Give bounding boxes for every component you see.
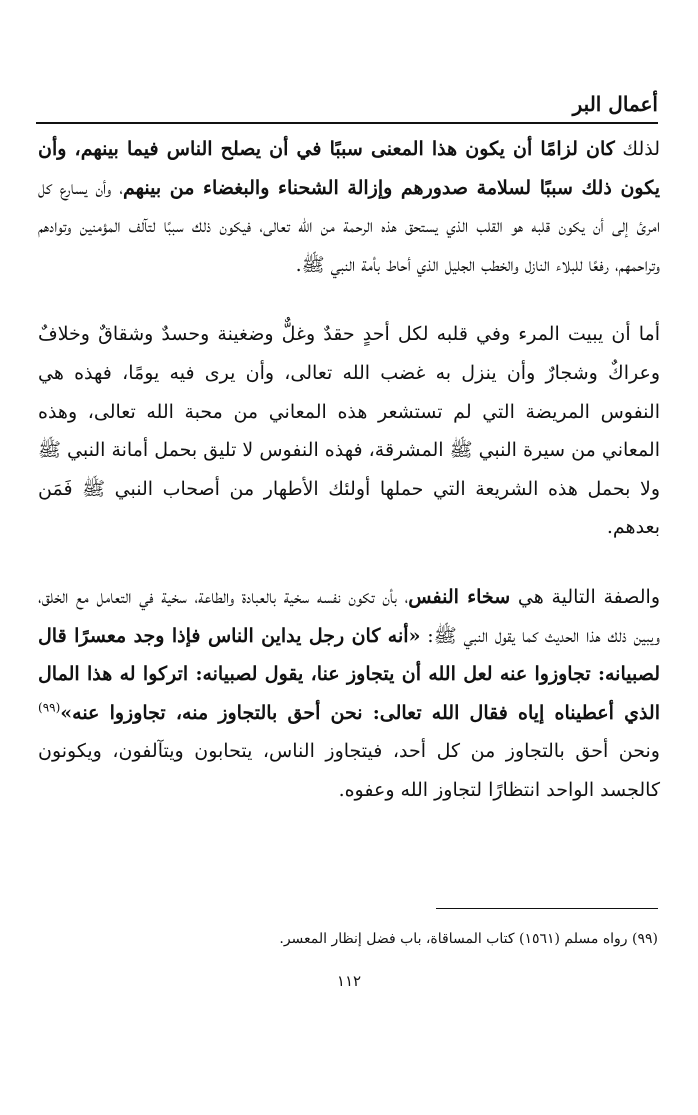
body-text bbox=[38, 130, 660, 810]
paragraph-3 bbox=[38, 578, 660, 810]
text-segment: ، وأن يسارع كل امرئ إلى أن يكون قلبه هو القلب الذي يستحق هذه الرحمة من الله تعالى، فيكون ذلك سببًا لتآلف المؤمنين وتوادهم وتراحمهم، رفعًا للبلاء النازل والخطب الجليل الذي أحاط بأمة النبي ﷺ. bbox=[38, 176, 660, 276]
footnote-rule bbox=[436, 908, 658, 909]
hadith-quote: «أنه كان رجل يداين الناس فإذا وجد معسرًا قال لصبيانه: تجاوزوا عنه لعل الله أن يتجاوز عنا، يقول لصبيانه: اتركوا له هذا المال الذي أعطيناه إياه فقال الله تعالى: نحن أحق بالتجاوز منه، تجاوزوا عنه» bbox=[38, 624, 660, 724]
text-segment: أما أن يبيت المرء وفي قلبه لكل أحدٍ حقدٌ وغلٌّ وضغينة وحسدٌ وشقاقٌ وخلافٌ وعراكٌ وشجارٌ وأن ينزل به غضب الله تعالى، وأن يرى فيه يومًا، فهذه هي النفوس المريضة التي لم تستشعر هذه المعاني من محبة الله تعالى، وهذه المعاني من سيرة النبي ﷺ المشرقة، فهذه النفوس لا تليق بحمل أمانة النبي ﷺ ولا بحمل هذه الشريعة التي حملها أولئك الأطهار من أصحاب النبي ﷺ فَمَن بعدهم. bbox=[38, 323, 660, 539]
text-segment: ، بأن تكون نفسه سخية بالعبادة والطاعة، سخية في التعامل مع الخلق، ويبين ذلك هذا الحديث كما يقول النبي ﷺ: bbox=[38, 585, 660, 647]
text-segment-bold: كان لزامًا أن يكون هذا المعنى سببًا في أن يصلح الناس فيما بينهم، وأن يكون ذلك سببًا لسلامة صدورهم وإزالة الشحناء والبغضاء من بينهم bbox=[38, 138, 660, 199]
paragraph-2 bbox=[38, 315, 660, 547]
page-number: ١١٢ bbox=[336, 972, 362, 990]
footnote: (٩٩) رواه مسلم (١٥٦١) كتاب المساقاة، باب فضل إنظار المعسر. bbox=[279, 931, 658, 947]
paragraph-1 bbox=[38, 130, 660, 284]
text-segment: لذلك bbox=[614, 138, 661, 160]
text-segment: والصفة التالية هي bbox=[510, 585, 660, 608]
header-rule bbox=[36, 122, 658, 124]
footnote-reference: (٩٩) bbox=[38, 700, 61, 715]
text-segment: ونحن أحق بالتجاوز من كل أحد، فيتجاوز الناس، يتحابون ويتآلفون، ويكونون كالجسد الواحد انتظارًا لتجاوز الله وعفوه. bbox=[38, 740, 660, 801]
text-segment-bold: سخاء النفس bbox=[408, 585, 511, 608]
running-title: أعمال البر bbox=[572, 92, 658, 116]
